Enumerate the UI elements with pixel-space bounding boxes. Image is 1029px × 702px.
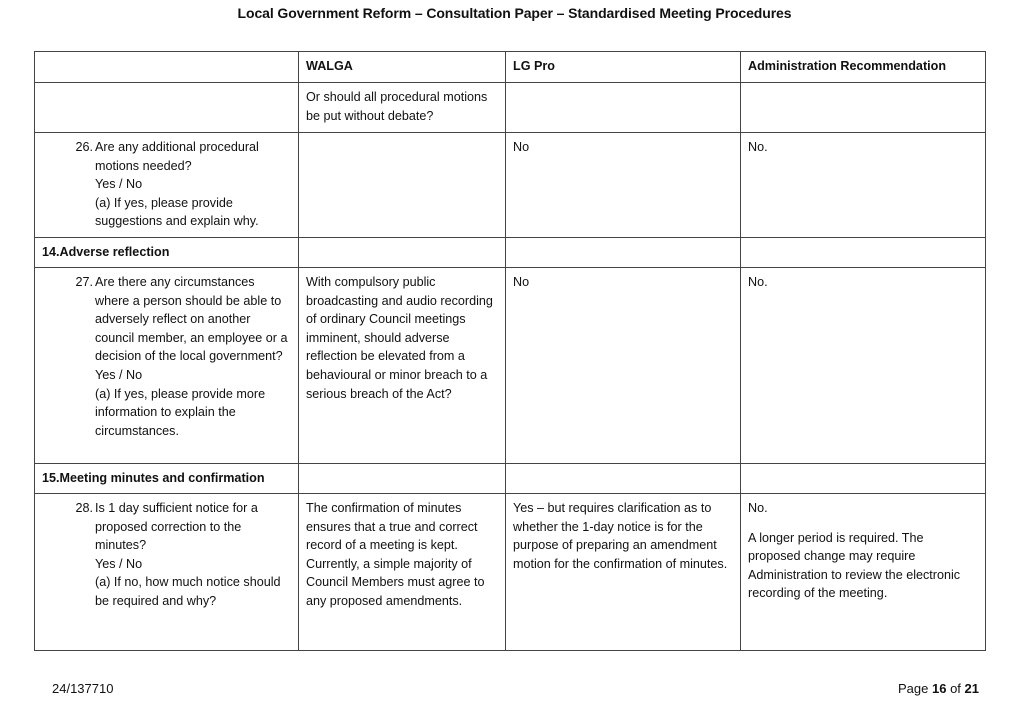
table-row	[35, 494, 986, 651]
question-cell	[35, 268, 299, 464]
section-empty-cell	[506, 464, 741, 494]
walga-cell: Or should all procedural motions be put without debate?	[299, 83, 506, 133]
walga-cell: The confirmation of minutes ensures that a true and correct record of a meeting is kept. Currently, a simple majority of Council Members must agree to any proposed amendments.	[299, 494, 506, 651]
lgpro-cell: No	[506, 268, 741, 464]
question-followup: (a) If yes, please provide suggestions and explain why.	[95, 195, 259, 229]
section-heading: 14.Adverse reflection	[35, 238, 299, 268]
section-empty-cell	[299, 238, 506, 268]
question-cell	[35, 133, 299, 238]
page-of: of	[950, 681, 961, 696]
question-number: 28.	[75, 501, 93, 515]
question-followup: (a) If yes, please provide more information to explain the circumstances.	[95, 386, 266, 438]
admin-explanation: A longer period is required. The proposed change may require Administration to review the electronic recording of the meeting.	[748, 530, 961, 601]
admin-cell	[741, 494, 986, 651]
section-row	[35, 464, 986, 494]
question-text: Are there any circumstances where a person should be able to adversely reflect on another council member, an employee or a decision of the local government?	[95, 275, 288, 364]
admin-cell-empty	[741, 83, 986, 133]
section-empty-cell	[741, 238, 986, 268]
document-reference: 24/137710	[52, 681, 114, 696]
header-lgpro: LG Pro	[506, 52, 741, 83]
page-total: 21	[964, 681, 979, 696]
section-empty-cell	[741, 464, 986, 494]
walga-cell: With compulsory public broadcasting and audio recording of ordinary Council meetings imminent, should adverse reflection be elevated from a behavioural or minor breach to a serious breach of the Act?	[299, 268, 506, 464]
section-row	[35, 238, 986, 268]
page-current: 16	[931, 681, 947, 696]
page-number	[898, 681, 979, 696]
question-cell	[35, 494, 299, 651]
question-options: Yes / No	[95, 556, 143, 571]
question-number: 26.	[75, 140, 93, 154]
question-text: Are any additional procedural motions needed?	[95, 140, 259, 173]
header-question-cell	[35, 52, 299, 83]
lgpro-cell-empty	[506, 83, 741, 133]
table-header-row	[35, 52, 986, 83]
section-empty-cell	[299, 464, 506, 494]
question-options: Yes / No	[95, 177, 143, 192]
admin-cell: No.	[741, 268, 986, 464]
lgpro-cell: Yes – but requires clarification as to whether the 1-day notice is for the purpose of preparing an amendment motion for the confirmation of minutes.	[506, 494, 741, 651]
document-title: Local Government Reform – Consultation Paper – Standardised Meeting Procedures	[237, 5, 792, 21]
table-row	[35, 83, 986, 133]
header-admin-recommendation: Administration Recommendation	[741, 52, 986, 83]
consultation-table	[34, 51, 986, 651]
admin-answer: No.	[748, 501, 768, 515]
table-row	[35, 268, 986, 464]
table-row	[35, 133, 986, 238]
question-cell-empty	[35, 83, 299, 133]
section-empty-cell	[506, 238, 741, 268]
header-walga: WALGA	[299, 52, 506, 83]
question-followup: (a) If no, how much notice should be required and why?	[95, 575, 281, 608]
page-prefix: Page	[897, 681, 929, 696]
walga-cell-empty	[299, 133, 506, 238]
lgpro-cell: No	[506, 133, 741, 238]
section-heading: 15.Meeting minutes and confirmation	[35, 464, 299, 494]
admin-cell: No.	[741, 133, 986, 238]
question-number: 27.	[75, 275, 93, 289]
question-options: Yes / No	[95, 367, 143, 382]
question-text: Is 1 day sufficient notice for a proposed correction to the minutes?	[95, 501, 258, 553]
